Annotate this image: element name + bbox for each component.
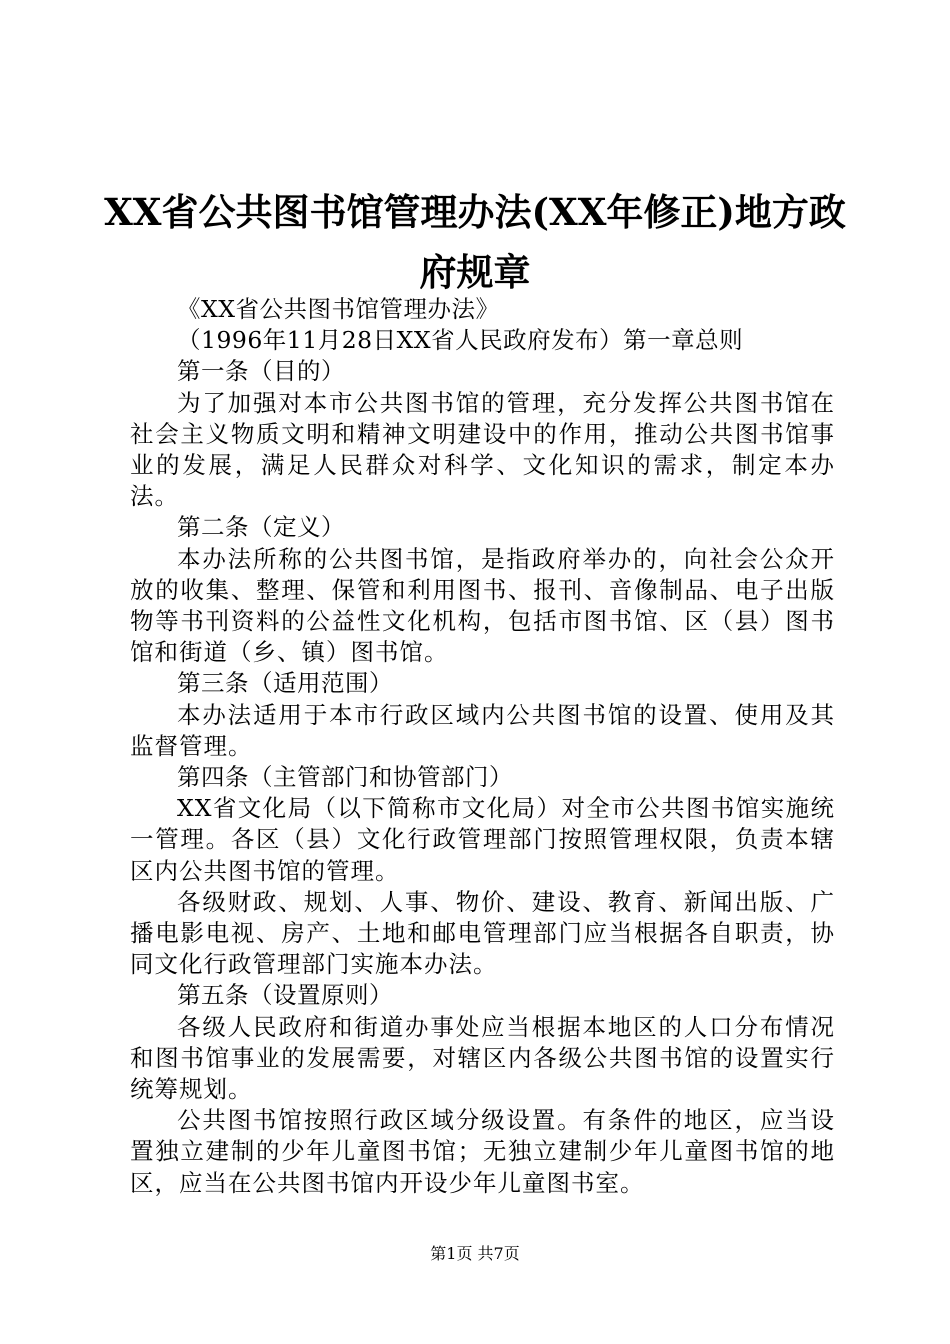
article-paragraph: 各级财政、规划、人事、物价、建设、教育、新闻出版、广播电影电视、房产、土地和邮电管理部门应当根据各自职责，协同文化行政管理部门实施本办法。 bbox=[130, 887, 835, 979]
document-body bbox=[130, 294, 835, 1199]
article-heading: 第三条（适用范围） bbox=[177, 669, 393, 698]
article-heading: 第一条（目的） bbox=[177, 357, 345, 386]
regulation-name: 《XX省公共图书馆管理办法》 bbox=[177, 295, 500, 323]
document-title-line-1: XX省公共图书馆管理办法(XX年修正)地方政 bbox=[104, 190, 846, 234]
article-paragraph: XX省文化局（以下简称市文化局）对全市公共图书馆实施统一管理。各区（县）文化行政管理部门按照管理权限，负责本辖区内公共图书馆的管理。 bbox=[130, 794, 835, 885]
article-heading: 第二条（定义） bbox=[177, 513, 345, 542]
article-heading: 第四条（主管部门和协管部门） bbox=[177, 763, 513, 792]
article-paragraph: 公共图书馆按照行政区域分级设置。有条件的地区，应当设置独立建制的少年儿童图书馆；无独立建制少年儿童图书馆的地区，应当在公共图书馆内开设少年儿童图书室。 bbox=[130, 1106, 835, 1197]
page-number-footer: 第1页 共7页 bbox=[430, 1244, 520, 1263]
article-paragraph: 本办法所称的公共图书馆，是指政府举办的，向社会公众开放的收集、整理、保管和利用图书、报刊、音像制品、电子出版物等书刊资料的公益性文化机构，包括市图书馆、区（县）图书馆和街道（乡、镇）图书馆。 bbox=[130, 544, 835, 667]
article-paragraph: 为了加强对本市公共图书馆的管理，充分发挥公共图书馆在社会主义物质文明和精神文明建设中的作用，推动公共图书馆事业的发展，满足人民群众对科学、文化知识的需求，制定本办法。 bbox=[130, 388, 835, 511]
article-paragraph: 各级人民政府和街道办事处应当根据本地区的人口分布情况和图书馆事业的发展需要，对辖区内各级公共图书馆的设置实行统筹规划。 bbox=[130, 1012, 835, 1104]
issuance-note: （1996年11月28日XX省人民政府发布）第一章总则 bbox=[177, 326, 744, 355]
article-paragraph: 本办法适用于本市行政区域内公共图书馆的设置、使用及其监督管理。 bbox=[130, 700, 835, 760]
document-title-line-2: 府规章 bbox=[419, 250, 531, 294]
article-heading: 第五条（设置原则） bbox=[177, 981, 393, 1010]
